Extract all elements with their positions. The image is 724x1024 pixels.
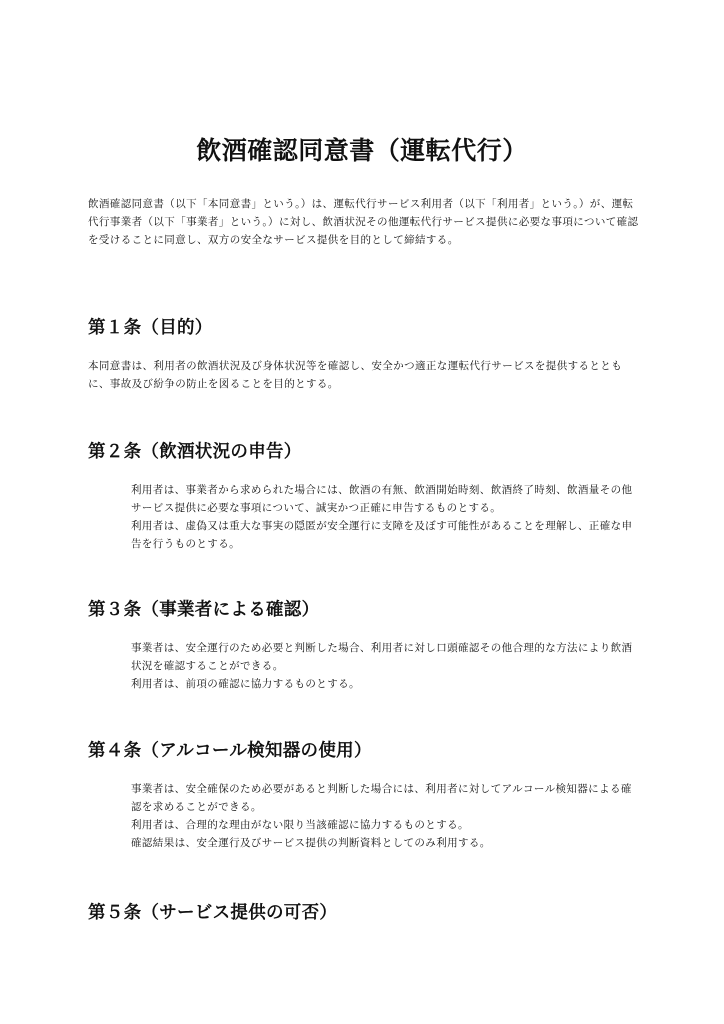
article-2 — [88, 439, 648, 553]
article-heading: 第３条（事業者による確認） — [88, 600, 320, 620]
intro-paragraph: 飲酒確認同意書（以下「本同意書」という。）は、運転代行サービス利用者（以下「利用者」という。）が、運転代行事業者（以下「事業者」という。）に対し、飲酒状況その他運転代行サービス提供に必要な事項について確認を受けることに同意し、双方の安全なサービス提供を目的として締結する。 — [88, 198, 639, 246]
article-paragraph: 利用者は、虚偽又は重大な事実の隠匿が安全運行に支障を及ぼす可能性があることを理解し、正確な申告を行うものとする。 — [131, 520, 633, 550]
article-1 — [88, 315, 648, 393]
article-heading: 第２条（飲酒状況の申告） — [88, 442, 302, 462]
article-paragraph: 本同意書は、利用者の飲酒状況及び身体状況等を確認し、安全かつ適正な運転代行サービスを提供するとともに、事故及び紛争の防止を図ることを目的とする。 — [88, 360, 623, 390]
article-4 — [88, 738, 648, 852]
article-paragraph: 利用者は、前項の確認に協力するものとする。 — [131, 678, 360, 690]
article-body — [131, 639, 641, 693]
article-body — [88, 357, 640, 393]
article-3 — [88, 597, 648, 693]
article-body — [131, 481, 641, 553]
article-paragraph: 確認結果は、安全運行及びサービス提供の判断資料としてのみ利用する。 — [131, 837, 491, 849]
article-5 — [88, 900, 648, 926]
article-body — [131, 780, 641, 852]
article-paragraph: 利用者は、事業者から求められた場合には、飲酒の有無、飲酒開始時刻、飲酒終了時刻、飲酒量その他サービス提供に必要な事項について、誠実かつ正確に申告するものとする。 — [131, 484, 633, 514]
article-heading: 第１条（目的） — [88, 318, 213, 338]
article-paragraph: 事業者は、安全確保のため必要があると判断した場合には、利用者に対してアルコール検知器による確認を求めることができる。 — [131, 783, 632, 813]
article-paragraph: 利用者は、合理的な理由がない限り当該確認に協力するものとする。 — [131, 819, 469, 831]
document-title: 飲酒確認同意書（運転代行） — [196, 135, 528, 165]
article-paragraph: 事業者は、安全運行のため必要と判断した場合、利用者に対し口頭確認その他合理的な方法により飲酒状況を確認することができる。 — [131, 642, 633, 672]
article-heading: 第５条（サービス提供の可否） — [88, 903, 338, 923]
article-heading: 第４条（アルコール検知器の使用） — [88, 741, 372, 761]
